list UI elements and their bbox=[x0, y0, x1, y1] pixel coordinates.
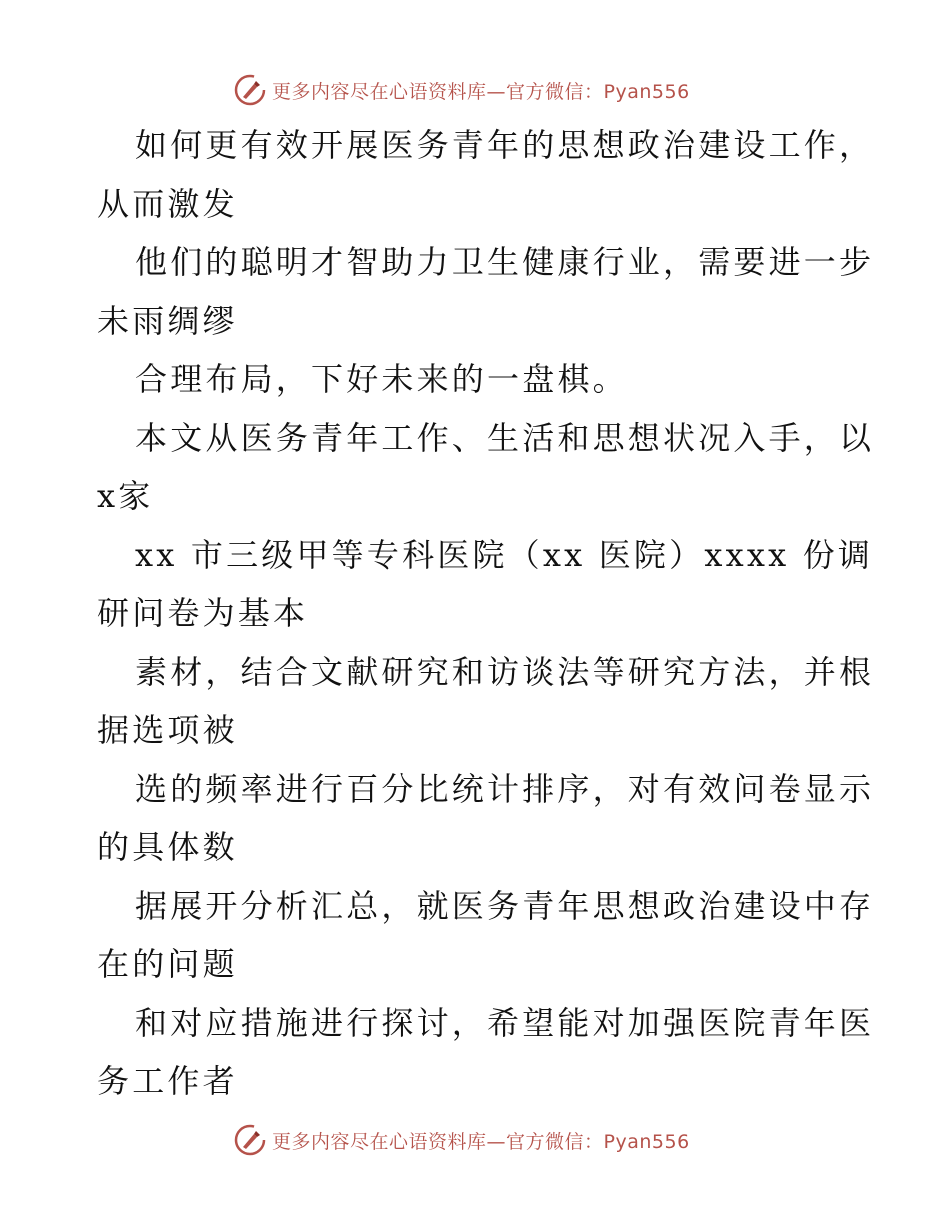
document-line: 未雨绸缪 bbox=[97, 301, 238, 340]
document-line: 选的频率进行百分比统计排序，对有效问卷显示 bbox=[135, 769, 875, 808]
watermark-text: 更多内容尽在心语资料库—官方微信：Pyan556 bbox=[272, 1130, 690, 1153]
document-line: x家 bbox=[97, 477, 154, 515]
document-line: 在的问题 bbox=[97, 945, 238, 983]
document-line: 的具体数 bbox=[97, 828, 238, 866]
document-line: xx 市三级甲等专科医院（xx 医院）xxxx 份调 bbox=[135, 535, 874, 574]
header-watermark bbox=[234, 72, 690, 108]
document-line: 据选项被 bbox=[97, 711, 238, 749]
pen-logo-icon bbox=[234, 1124, 266, 1156]
document-line: 从而激发 bbox=[97, 184, 238, 223]
footer-watermark bbox=[234, 1122, 690, 1158]
document-body bbox=[97, 116, 875, 1111]
document-line: 他们的聪明才智助力卫生健康行业，需要进一步 bbox=[135, 243, 875, 281]
document-line: 务工作者 bbox=[97, 1062, 238, 1100]
document-line: 研问卷为基本 bbox=[97, 594, 309, 632]
document-line: 据展开分析汇总，就医务青年思想政治建设中存 bbox=[135, 886, 875, 925]
watermark-text: 更多内容尽在心语资料库—官方微信：Pyan556 bbox=[272, 80, 690, 103]
document-line: 如何更有效开展医务青年的思想政治建设工作， bbox=[135, 126, 875, 164]
document-line: 素材，结合文献研究和访谈法等研究方法，并根 bbox=[135, 652, 875, 691]
document-line: 和对应措施进行探讨，希望能对加强医院青年医 bbox=[135, 1003, 875, 1042]
pen-logo-icon bbox=[234, 74, 266, 106]
document-line: 本文从医务青年工作、生活和思想状况入手，以 bbox=[135, 418, 875, 457]
document-line: 合理布局，下好未来的一盘棋。 bbox=[135, 360, 628, 398]
